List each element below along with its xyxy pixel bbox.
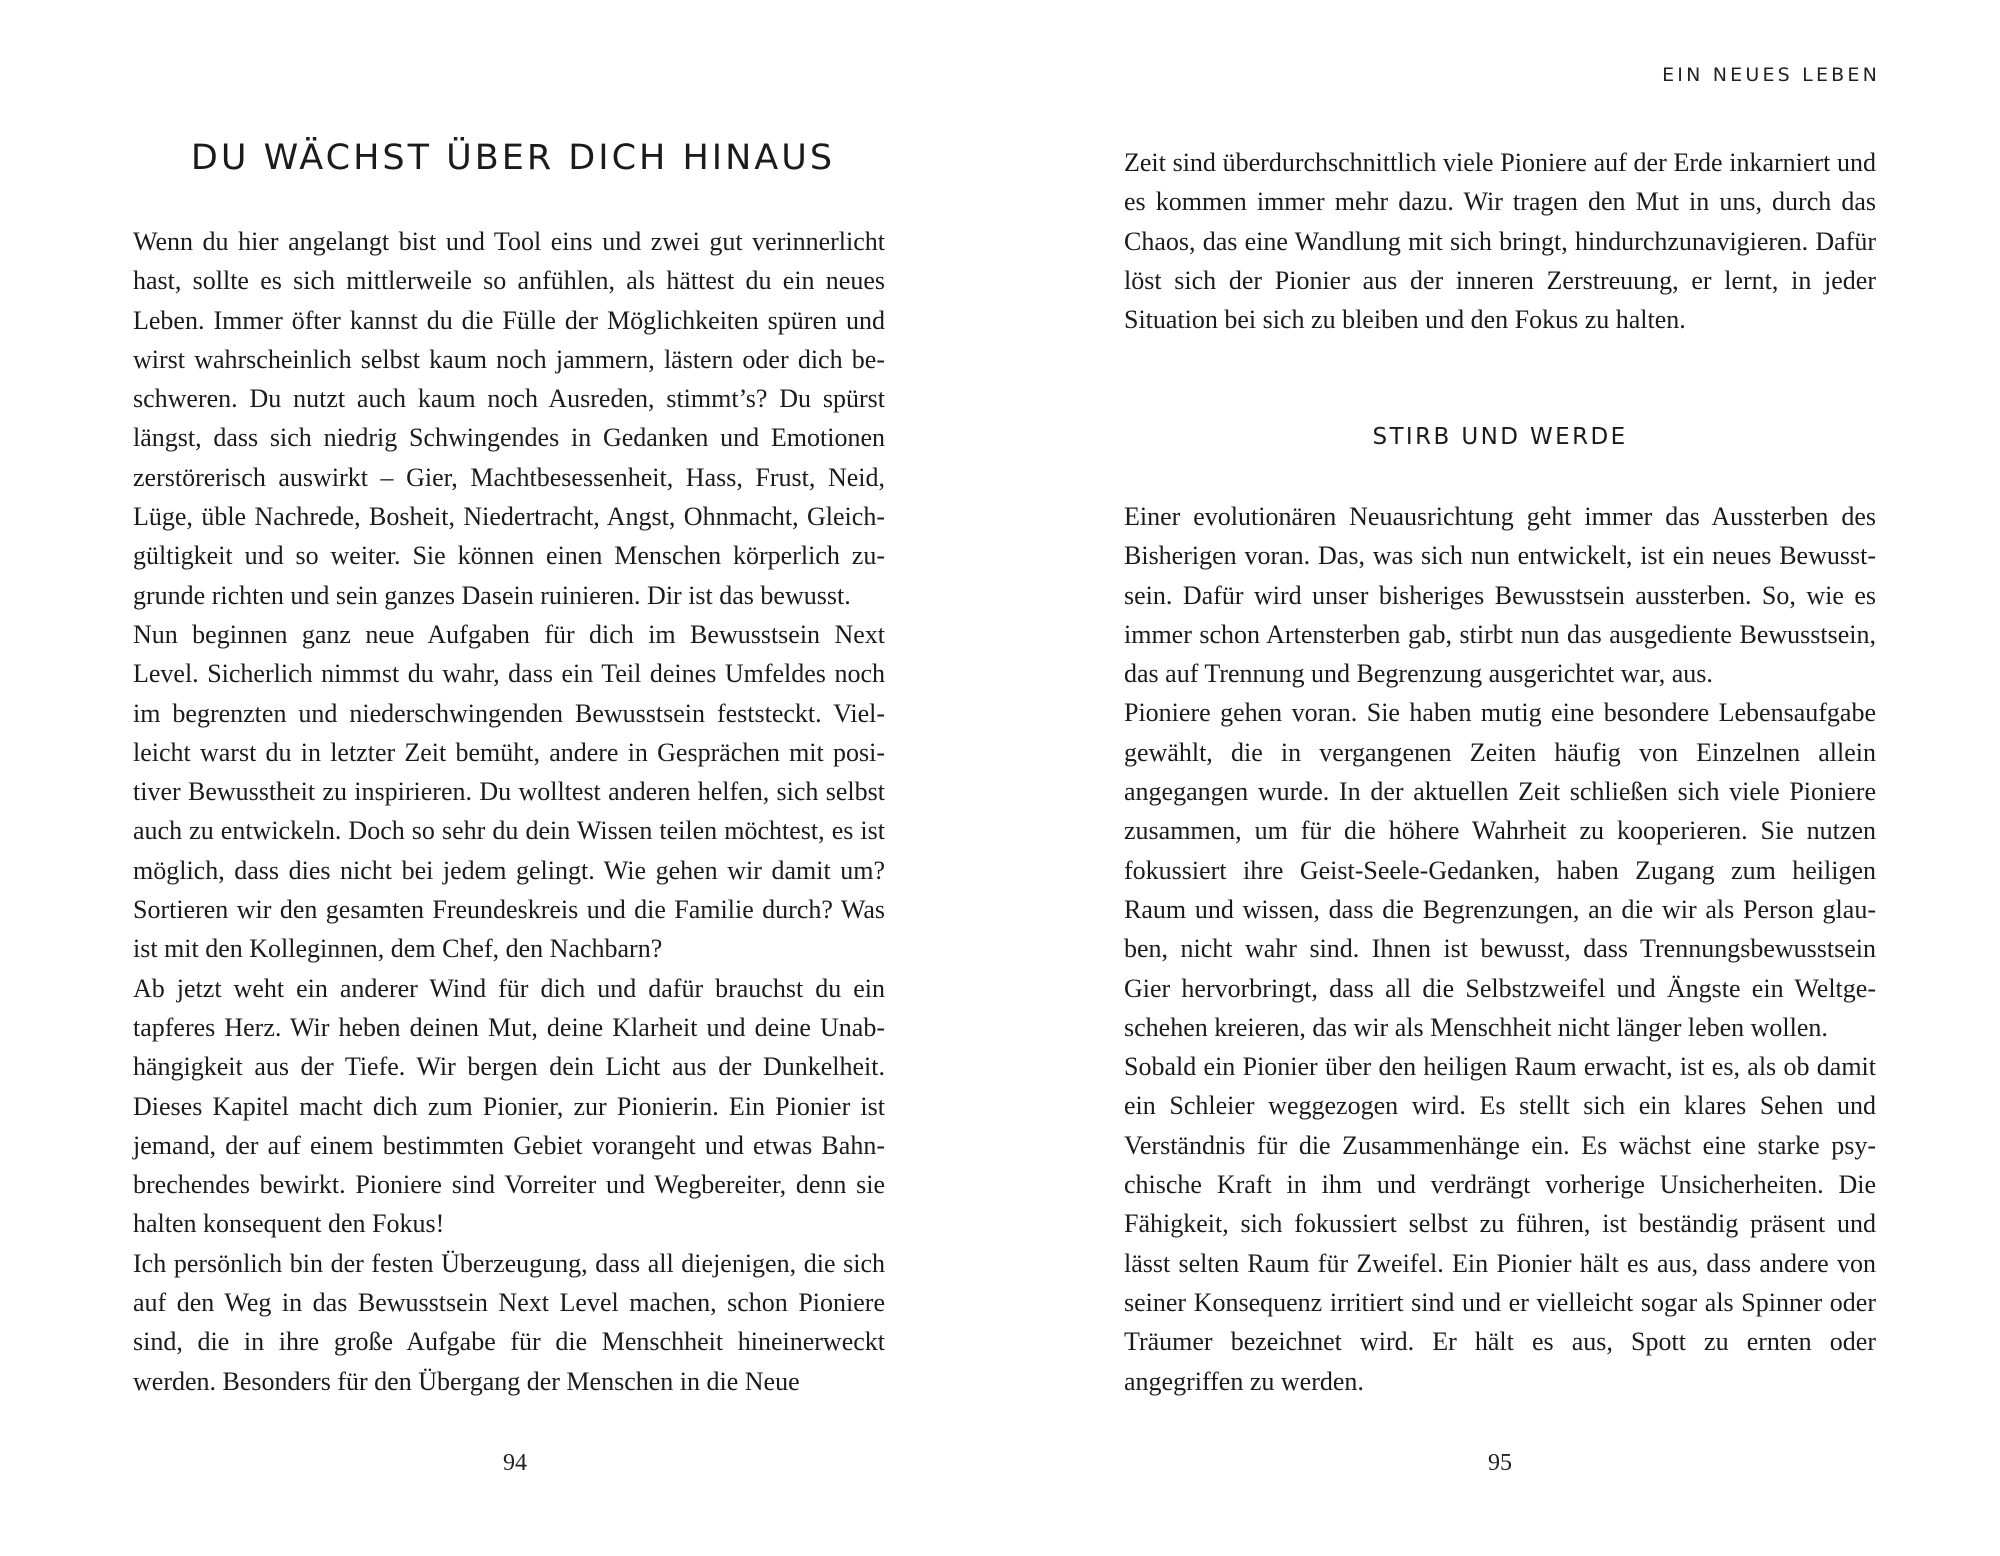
chapter-title: DU WÄCHST ÜBER DICH HINAUS [190, 138, 836, 178]
paragraph: Nun beginnen ganz neue Aufgaben für dich im Bewusstsein Next Level. Sicherlich nimmst du wahr, dass ein Teil deines Umfeldes noch im begrenzten und niederschwingenden Bewusstsein feststeckt. Vielleicht warst du in letzter Zeit bemüht, andere in Gesprächen mit positiver Bewusstheit zu inspirieren. Du wolltest anderen helfen, sich selbst auch zu entwickeln. Doch so sehr du dein Wissen teilen möchtest, es ist möglich, dass dies nicht bei jedem gelingt. Wie gehen wir damit um? Sortieren wir den gesamten Freundeskreis und die Familie durch? Was ist mit den Kolleginnen, dem Chef, den Nachbarn? [133, 619, 885, 964]
paragraph: Zeit sind überdurchschnittlich viele Pioniere auf der Erde inkarniert und es kommen immer mehr dazu. Wir tragen den Mut in uns, durch das Chaos, das eine Wandlung mit sich bringt, hindurchzunavigieren. Dafür löst sich der Pionier aus der inneren Zerstreuung, er lernt, in jeder Situation bei sich zu bleiben und den Fokus zu halten. [1124, 148, 1876, 335]
paragraph: Einer evolutionären Neuausrichtung geht immer das Aussterben des Bisherigen voran. Das, was sich nun entwickelt, ist ein neues Bewusstsein. Dafür wird unser bisheriges Bewusstsein aussterben. So, wie es immer schon Artensterben gab, stirbt nun das ausgediente Bewusstsein, das auf Trennung und Begrenzung ausgerichtet war, aus. [1124, 502, 1876, 689]
paragraph: Sobald ein Pionier über den heiligen Raum erwacht, ist es, als ob damit ein Schleier weggezogen wird. Es stellt sich ein klares Sehen und Verständnis für die Zusammenhänge ein. Es wächst eine starke psychische Kraft in ihm und verdrängt vorherige Unsicherheiten. Die Fähigkeit, sich fokussiert selbst zu führen, ist beständig präsent und lässt selten Raum für Zweifel. Ein Pionier hält es aus, dass andere von seiner Konsequenz irritiert sind und er vielleicht sogar als Spinner oder Träumer bezeichnet wird. Er hält es aus, Spott zu ernten oder angegriffen zu werden. [1124, 1052, 1876, 1396]
left-body-text [133, 222, 885, 1401]
right-body-text-continued [1124, 143, 1876, 339]
paragraph: Ab jetzt weht ein anderer Wind für dich und dafür brauchst du ein tapferes Herz. Wir heben deinen Mut, deine Klarheit und deine Unabhängigkeit aus der Tiefe. Wir bergen dein Licht aus der Dunkelheit. Dieses Kapitel macht dich zum Pionier, zur Pionierin. Ein Pionier ist jemand, der auf einem bestimmten Gebiet vorangeht und etwas Bahnbrechendes bewirkt. Pioniere sind Vorreiter und Wegbereiter, denn sie halten konsequent den Fokus! [133, 973, 885, 1239]
right-page [1000, 0, 2000, 1556]
section-title: STIRB UND WERDE [1372, 424, 1628, 450]
paragraph: Ich persönlich bin der festen Überzeugung, dass all diejenigen, die sich auf den Weg in das Bewusstsein Next Level machen, schon Pioniere sind, die in ihre große Aufgabe für die Menschheit hineinerweckt werden. Besonders für den Übergang der Menschen in die Neue [133, 1248, 885, 1396]
paragraph: Wenn du hier angelangt bist und Tool eins und zwei gut verinnerlicht hast, sollte es sich mittlerweile so anfühlen, als hättest du ein neues Leben. Immer öfter kannst du die Fülle der Möglichkeiten spüren und wirst wahrscheinlich selbst kaum noch jammern, lästern oder dich beschweren. Du nutzt auch kaum noch Ausreden, stimmt’s? Du spürst längst, dass sich niedrig Schwingendes in Gedanken und Emotionen zerstörerisch auswirkt – Gier, Machtbesessenheit, Hass, Frust, Neid, Lüge, üble Nachrede, Bosheit, Niedertracht, Angst, Ohnmacht, Gleichgültigkeit und so weiter. Sie können einen Menschen körperlich zugrunde richten und sein ganzes Dasein ruinieren. Dir ist das bewusst. [133, 227, 885, 610]
page-number-left: 94 [503, 1450, 527, 1476]
page-number-right: 95 [1488, 1450, 1512, 1476]
running-head: EIN NEUES LEBEN [1662, 64, 1880, 86]
right-body-text [1124, 497, 1876, 1401]
paragraph: Pioniere gehen voran. Sie haben mutig eine besondere Lebensaufgabe gewählt, die in vergangenen Zeiten häufig von Einzelnen allein angegangen wurde. In der aktuellen Zeit schließen sich viele Pioniere zusammen, um für die höhere Wahrheit zu kooperieren. Sie nutzen fokussiert ihre Geist-Seele-Gedanken, haben Zugang zum heiligen Raum und wissen, dass die Begrenzungen, an die wir als Person glauben, nicht wahr sind. Ihnen ist bewusst, dass Trennungsbewusstsein Gier hervorbringt, dass all die Selbstzweifel und Ängste ein Weltgeschehen kreieren, das wir als Menschheit nicht länger leben wollen. [1124, 698, 1876, 1042]
